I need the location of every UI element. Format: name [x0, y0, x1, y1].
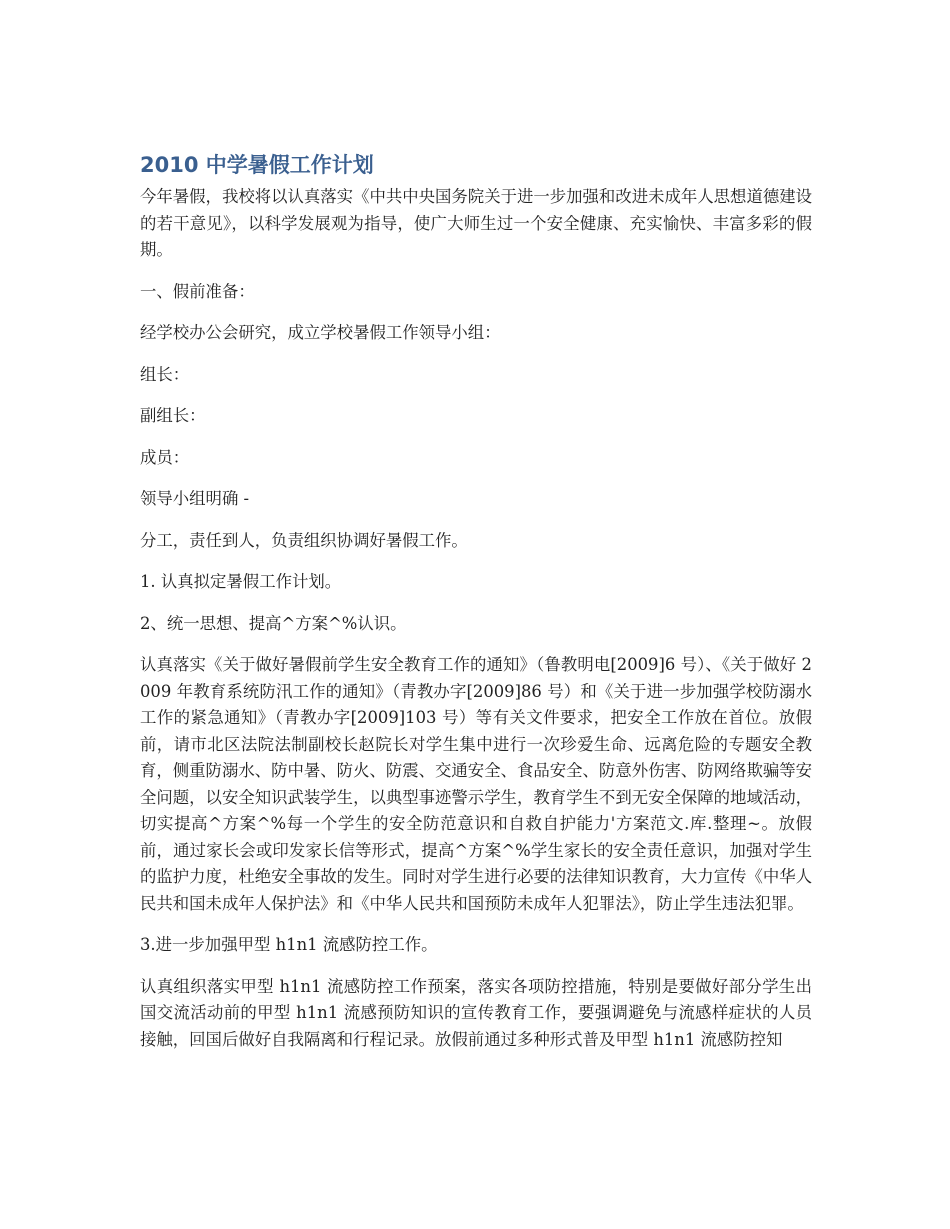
- paragraph-group-clarify: 领导小组明确 -: [140, 489, 250, 508]
- paragraph-safety-education: 认真落实《关于做好暑假前学生安全教育工作的通知》（鲁教明电[2009]6 号）、《关于做好 2009 年教育系统防汛工作的通知》（青教办字[2009]86 号）和《关于进一步加强学校防溺水工作的紧急通知》（青教办字[2009]103 号）等有关文件要求，把安全工作放在首位。放假前，请市北区法院法制副校长赵院长对学生集中进行一次珍爱生命、远离危险的专题安全教育，侧重防溺水、防中暑、防火、防震、交通安全、食品安全、防意外伤害、防网络欺骗等安全问题，以安全知识武装学生，以典型事迹警示学生，教育学生不到无安全保障的地域活动，切实提高^方案^%每一个学生的安全防范意识和自救自护能力'方案范文.库.整理~。放假前，通过家长会或印发家长信等形式，提高^方案^%学生家长的安全责任意识，加强对学生的监护力度，杜绝安全事故的发生。同时对学生进行必要的法律知识教育，大力宣传《中华人民共和国未成年人保护法》和《中华人民共和国预防未成年人犯罪法》，防止学生违法犯罪。: [140, 655, 813, 913]
- document-page: [140, 150, 812, 1068]
- paragraph-deputy-leader: 副组长：: [140, 406, 206, 425]
- list-item-1: 1. 认真拟定暑假工作计划。: [140, 572, 342, 591]
- paragraph-group-leader: 组长：: [140, 364, 190, 384]
- list-item-3: 3.进一步加强甲型 h1n1 流感防控工作。: [140, 935, 438, 954]
- list-item-2: 2、统一思想、提高^方案^%认识。: [140, 613, 407, 633]
- paragraph-leadership-group: 经学校办公会研究，成立学校暑假工作领导小组：: [140, 323, 501, 342]
- paragraph-division-of-labor: 分工，责任到人，负责组织协调好暑假工作。: [140, 530, 468, 550]
- paragraph-flu-prevention: 认真组织落实甲型 h1n1 流感防控工作预案，落实各项防控措施，特别是要做好部分学生出国交流活动前的甲型 h1n1 流感预防知识的宣传教育工作，要强调避免与流感样症状的人员接触，回国后做好自我隔离和行程记录。放假前通过多种形式普及甲型 h1n1 流感防控知: [140, 976, 812, 1049]
- section-heading-preparation: 一、假前准备：: [140, 281, 255, 301]
- document-title: 2010 中学暑假工作计划: [140, 153, 374, 177]
- intro-paragraph: 今年暑假，我校将以认真落实《中共中央国务院关于进一步加强和改进未成年人思想道德建设的若干意见》，以科学发展观为指导，使广大师生过一个安全健康、充实愉快、丰富多彩的假期。: [140, 187, 813, 259]
- paragraph-members: 成员：: [140, 447, 190, 467]
